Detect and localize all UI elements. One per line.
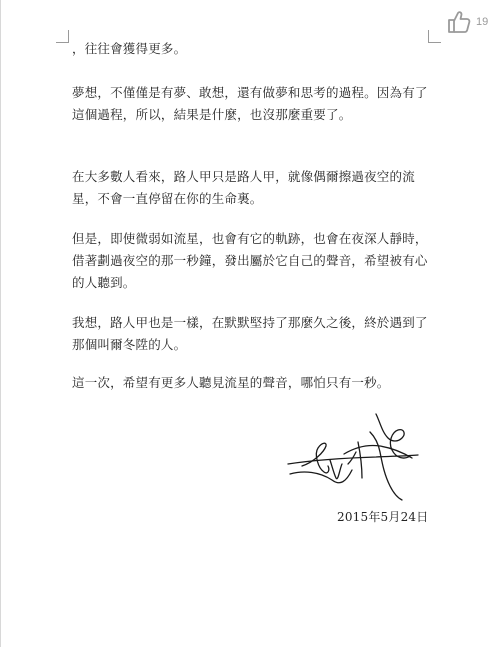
handwritten-signature — [284, 408, 424, 504]
letter-paragraph-6: 這一次，希望有更多人聽見流星的聲音，哪怕只有一秒。 — [72, 375, 390, 390]
like-count: 19 — [476, 16, 489, 28]
letter-paragraph-2: 夢想，不僅僅是有夢、敢想，還有做夢和思考的過程。因為有了這個過程，所以，結果是什麼，也沒那麼重要了。 — [72, 85, 428, 122]
letter-paragraph-3: 在大多數人看來，路人甲只是路人甲，就像偶爾擦過夜空的流星，不會一直停留在你的生命裏。 — [72, 169, 415, 206]
crop-mark-top-left — [56, 30, 69, 43]
letter-paragraph-5: 我想，路人甲也是一樣，在默默堅持了那麼久之後，終於遇到了那個叫爾冬陞的人。 — [72, 315, 428, 352]
letter-paragraph-1: ，往往會獲得更多。 — [72, 41, 187, 56]
thumbs-up-icon — [444, 7, 474, 37]
letter-paragraph-4: 但是，即使微弱如流星，也會有它的軌跡，也會在夜深人靜時，借著劃過夜空的那一秒鐘，發出屬於它自己的聲音，希望被有心的人聽到。 — [72, 231, 428, 290]
like-button[interactable] — [444, 4, 501, 40]
letter-date: 2015年5月24日 — [337, 510, 429, 524]
page-left-border — [0, 0, 1, 647]
